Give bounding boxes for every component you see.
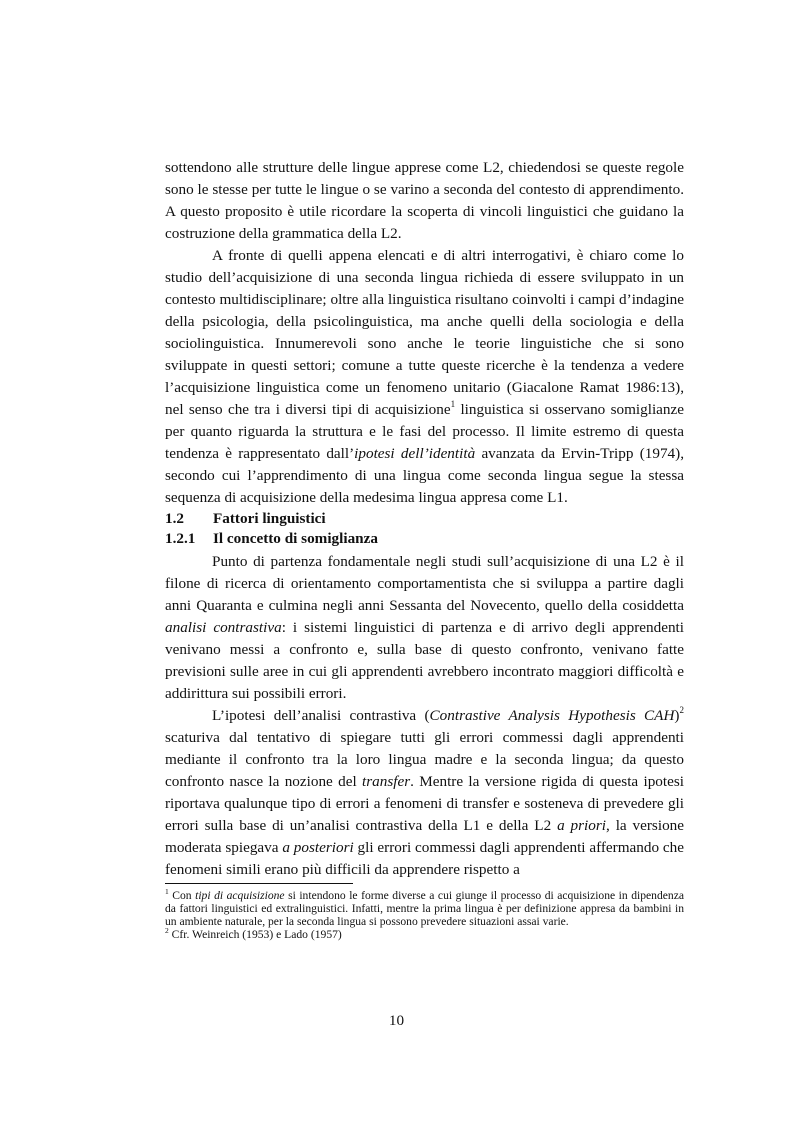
footnote-ref-2: 2 <box>679 704 684 715</box>
paragraph-identity-hypothesis <box>165 245 684 509</box>
subsection-title: Il concetto di somiglianza <box>213 530 378 547</box>
text-span: avanzata da Ervin-Tripp (1974), secondo cui l’apprendimento di una lingua come seconda lingua segue la stessa sequenza di acquisizione della medesima lingua appresa come L1. <box>165 445 684 506</box>
body-text-top <box>165 157 684 509</box>
footnote-1 <box>165 889 684 928</box>
section-title: Fattori linguistici <box>213 510 326 527</box>
footnote-marker: 1 <box>165 887 169 897</box>
paragraph-contrastive-analysis <box>165 551 684 705</box>
paragraph-continuation: sottendono alle strutture delle lingue apprese come L2, chiedendosi se queste regole sono le stesse per tutte le lingue o se varino a seconda del contesto di apprendimento. A questo proposito è utile ricordare la scoperta di vincoli linguistici che guidano la costruzione della grammatica della L2. <box>165 159 684 242</box>
text-span: : i sistemi linguistici di partenza e di arrivo degli apprendenti venivano messi a confronto e, sulla base di questo confronto, venivano fatte previsioni sulle aree in cui gli apprendenti avrebbero incontrato maggiori difficoltà e addirittura sui possibili errori. <box>165 619 684 702</box>
italic-term: Contrastive Analysis Hypothesis CAH <box>429 707 675 724</box>
text-span: . Mentre la versione rigida di questa ipotesi riportava qualunque tipo di errori a fenomeni di transfer e sosteneva di prevedere gli errori sulla base di un’analisi contrastiva della L1 e della L2 <box>165 773 684 834</box>
text-span: , la versione moderata spiegava <box>165 817 684 856</box>
italic-term: a priori <box>557 817 606 834</box>
section-heading <box>165 509 684 529</box>
page-number: 10 <box>388 1012 405 1029</box>
italic-term: ipotesi dell’identità <box>354 445 476 462</box>
section-number: 1.2 <box>165 510 184 527</box>
footnote-ref-1: 1 <box>450 398 456 409</box>
footnote-marker: 2 <box>165 926 169 936</box>
subsection-heading <box>165 529 684 549</box>
text-span: linguistica si osservano somiglianze per quanto riguarda la struttura e le fasi del processo. Il limite estremo di questa tendenza è rappresentato dall’ <box>165 401 684 462</box>
footnote-2 <box>165 928 684 941</box>
text-span: gli errori commessi dagli apprendenti affermando che fenomeni simili erano più difficili da apprendere rispetto a <box>165 839 684 878</box>
text-span: ) <box>674 707 680 724</box>
footnote-separator <box>165 883 353 884</box>
text-span: si intendono le forme diverse a cui giunge il processo di acquisizione in dipendenza da fattori linguistici ed extralinguistici. Infatti, mentre la prima lingua è per definizione appresa da bambini in un ambiente naturale, per la seconda lingua si possono prevedere situazioni assai varie. <box>165 889 684 928</box>
italic-term: a posteriori <box>282 839 354 856</box>
subsection-number: 1.2.1 <box>165 530 196 547</box>
body-text-bottom <box>165 551 684 881</box>
section-headings <box>165 509 684 549</box>
italic-term: analisi contrastiva <box>165 619 282 636</box>
text-span: scaturiva dal tentativo di spiegare tutti gli errori commessi dagli apprendenti mediante il confronto tra la loro lingua madre e la seconda lingua; da questo confronto nasce la nozione del <box>165 729 684 790</box>
text-span: L’ipotesi dell’analisi contrastiva ( <box>212 707 430 724</box>
italic-term: tipi di acquisizione <box>195 889 285 902</box>
text-span: Con <box>168 889 196 902</box>
footnotes <box>165 889 684 941</box>
text-span: A fronte di quelli appena elencati e di altri interrogativi, è chiaro come lo studio dell’acquisizione di una seconda lingua richieda di essere sviluppato in un contesto multidisciplinare; oltre alla linguistica risultano coinvolti i campi d’indagine della psicologia, della psicolinguistica, ma anche quelli della sociologia e della sociolinguistica. Innumerevoli sono anche le teorie linguistiche che si sono sviluppate in questi settori; comune a tutte queste ricerche è la tendenza a vedere l’acquisizione linguistica come un fenomeno unitario (Giacalone Ramat 1986:13), nel senso che tra i diversi tipi di acquisizione <box>165 247 684 418</box>
italic-term: transfer <box>362 773 411 790</box>
text-span: Punto di partenza fondamentale negli studi sull’acquisizione di una L2 è il filone di ricerca di orientamento comportamentista che si sviluppa a partire dagli anni Quaranta e culmina negli anni Sessanta del Novecento, quello della cosiddetta <box>165 553 684 614</box>
text-span: Cfr. Weinreich (1953) e Lado (1957) <box>168 928 342 941</box>
paragraph-cah <box>165 705 684 881</box>
